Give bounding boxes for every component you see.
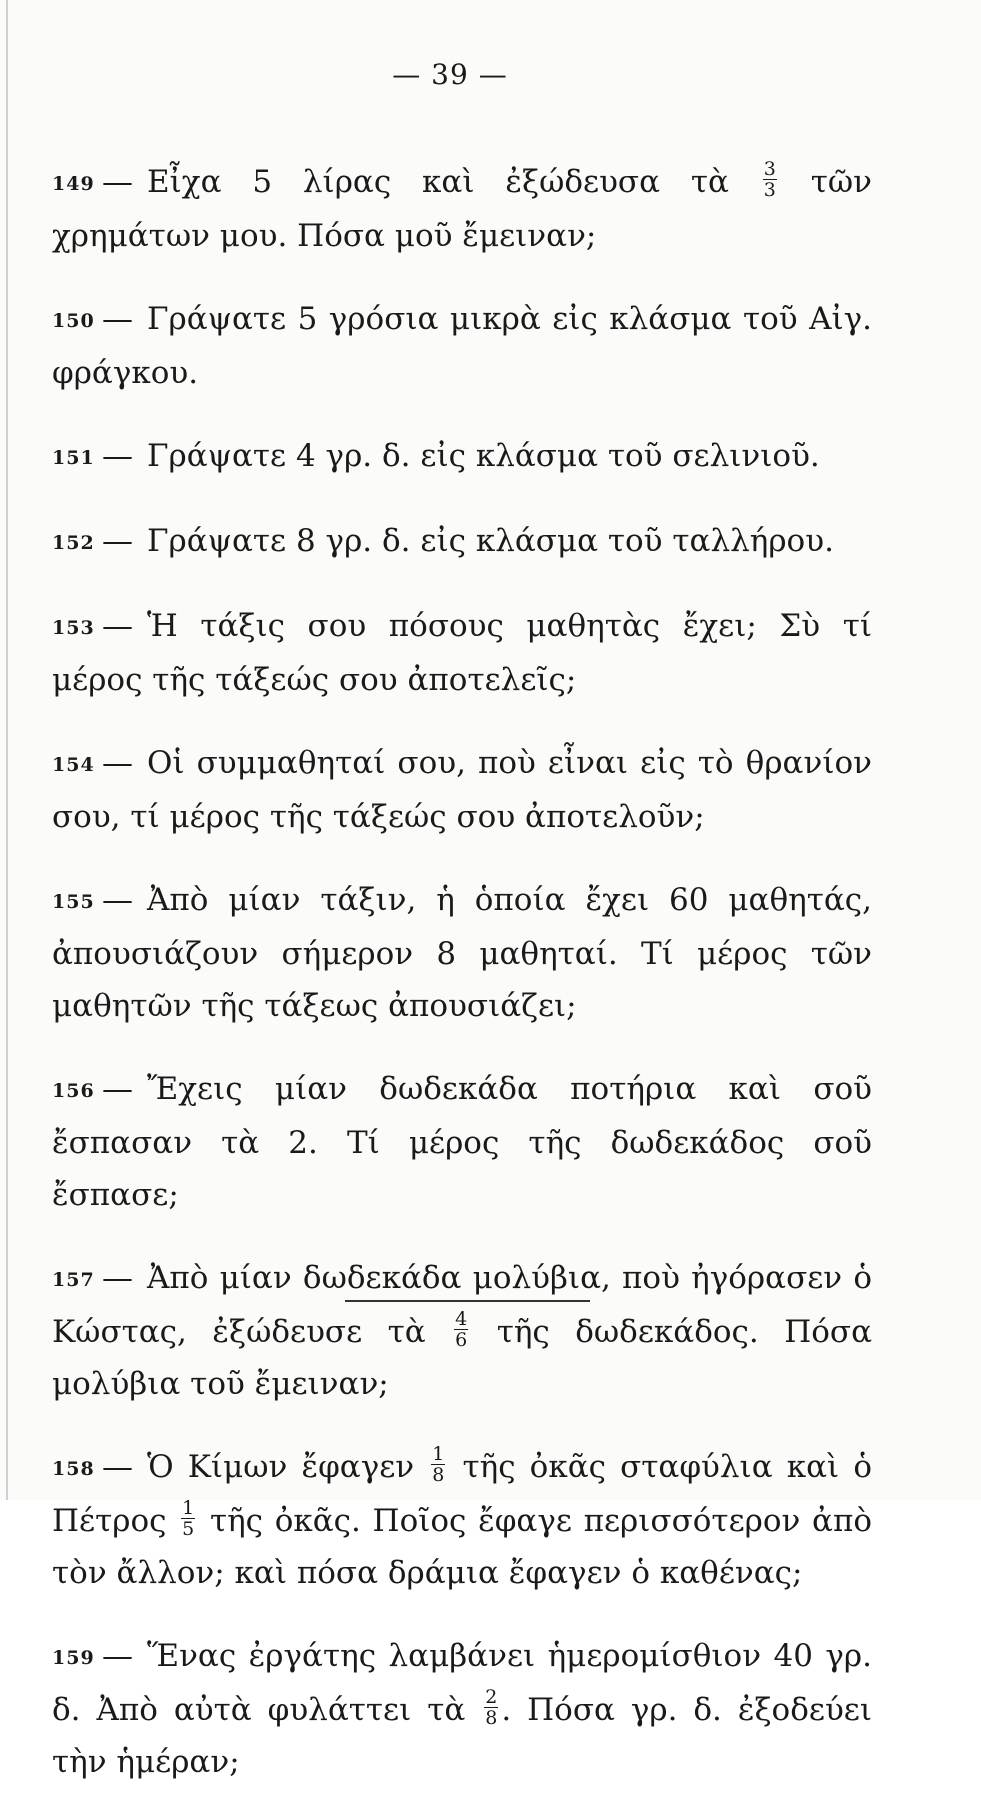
closing-rule xyxy=(345,1300,590,1302)
problem-150: 150 — Γράψατε 5 γρόσια μικρὰ εἰς κλάσμα τοῦ Αἰγ. φράγκου. xyxy=(52,293,872,399)
problem-152: 152 — Γράψατε 8 γρ. δ. εἰς κλάσμα τοῦ ταλλήρου. xyxy=(52,515,872,569)
fraction: $\frac{4}{6}$ xyxy=(455,1308,468,1351)
fraction: $\frac{2}{8}$ xyxy=(485,1686,498,1729)
problem-number: 157 xyxy=(52,1269,95,1291)
problem-number: 151 xyxy=(52,447,95,469)
fraction: $\frac{1}{8}$ xyxy=(432,1443,445,1486)
problem-number: 153 xyxy=(52,617,95,639)
page-number: — 39 — xyxy=(392,58,508,91)
problem-number: 156 xyxy=(52,1080,95,1102)
problem-number: 159 xyxy=(52,1647,95,1669)
problem-number: 152 xyxy=(52,532,95,554)
problem-156: 156 — Ἔχεις μίαν δωδεκάδα ποτήρια καὶ σοῦ ἔσπασαν τὰ 2. Τί μέρος τῆς δωδεκάδος σοῦ ἔσπασε; xyxy=(52,1063,872,1221)
problem-number: 149 xyxy=(52,173,95,195)
fraction: $\frac{3}{3}$ xyxy=(763,158,776,201)
problem-153: 153 — Ἡ τάξις σου πόσους μαθητὰς ἔχει; Σὺ τί μέρος τῆς τάξεώς σου ἀποτελεῖς; xyxy=(52,600,872,706)
problem-number: 158 xyxy=(52,1458,95,1480)
problem-number: 150 xyxy=(52,310,95,332)
problem-158: 158 — Ὁ Κίμων ἔφαγεν $\frac{1}{8}$ τῆς ὀκᾶς σταφύλια καὶ ὁ Πέτρος $\frac{1}{5}$ τῆς ὀκᾶς. Ποῖος ἔφαγε περισσότερον ἀπὸ τὸν ἄλλον; καὶ πόσα δράμια ἔφαγεν ὁ καθένας; xyxy=(52,1443,872,1591)
problem-159: 159 — Ἕνας ἐργάτης λαμβάνει ἡμερομίσθιον 40 γρ. δ. Ἀπὸ αὐτὰ φυλάττει τὰ $\frac{2}{8}$ . Πόσα γρ. δ. ἐξοδεύει τὴν ἡμέραν; xyxy=(52,1630,872,1788)
fraction: $\frac{1}{5}$ xyxy=(182,1497,195,1540)
problem-154: 154 — Οἱ συμμαθηταί σου, ποὺ εἶναι εἰς τὸ θρανίον σου, τί μέρος τῆς τάξεώς σου ἀποτελοῦν; xyxy=(52,737,872,843)
page-edge-shadow xyxy=(6,0,8,1500)
problem-155: 155 — Ἀπὸ μίαν τάξιν, ἡ ὁποία ἔχει 60 μαθητάς, ἀπουσιάζουν σήμερον 8 μαθηταί. Τί μέρος τῶν μαθητῶν τῆς τάξεως ἀπουσιάζει; xyxy=(52,874,872,1032)
problem-number: 154 xyxy=(52,754,95,776)
problem-151: 151 — Γράψατε 4 γρ. δ. εἰς κλάσμα τοῦ σελινιοῦ. xyxy=(52,430,872,484)
problem-157: 157 — Ἀπὸ μίαν δωδεκάδα μολύβια, ποὺ ἠγόρασεν ὁ Κώστας, ἐξώδευσε τὰ $\frac{4}{6}$ τῆς δωδεκάδος. Πόσα μολύβια τοῦ ἔμειναν; xyxy=(52,1252,872,1410)
problem-149: 149 — Εἶχα 5 λίρας καὶ ἐξώδευσα τὰ $\frac{3}{3}$ τῶν χρημάτων μου. Πόσα μοῦ ἔμειναν; xyxy=(52,158,872,254)
problems-list xyxy=(52,125,872,1802)
problem-number: 155 xyxy=(52,891,95,913)
